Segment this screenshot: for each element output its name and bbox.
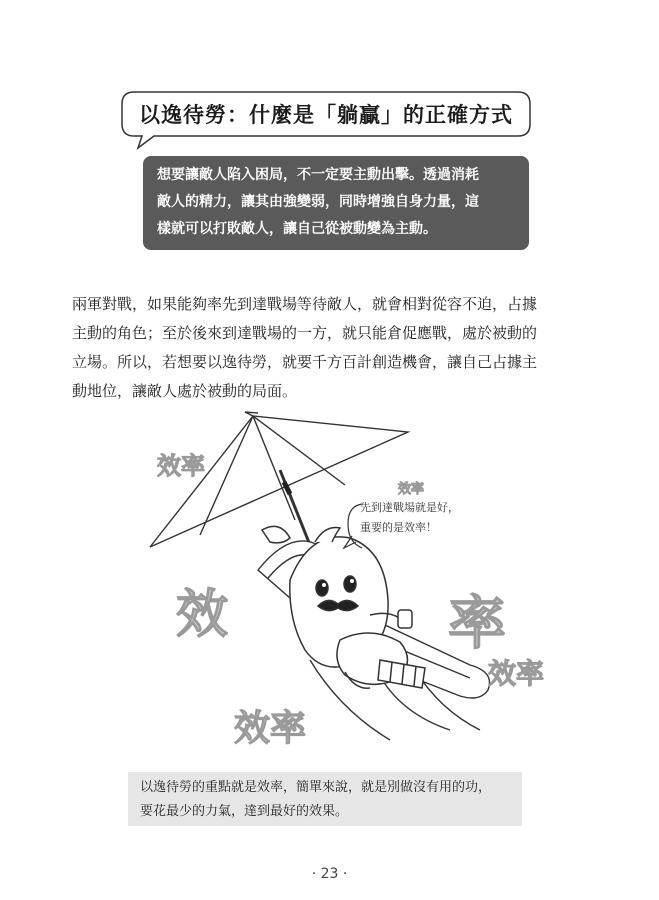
page-title: 以逸待勞：什麼是「躺贏」的正確方式	[139, 103, 513, 127]
caption-box	[128, 772, 522, 826]
efficiency-word: 率	[448, 589, 507, 657]
summary-line: 想要讓敵人陷入困局，不一定要主動出擊。透過消耗	[157, 167, 479, 183]
caption-line: 以逸待勞的重點就是效率，簡單來說，就是別做沒有用的功，	[140, 780, 492, 795]
page-number: · 23 ·	[311, 866, 348, 882]
summary-line: 敵人的精力，讓其由強變弱，同時增強自身力量，這	[157, 194, 479, 210]
efficiency-word: 效率	[398, 482, 425, 497]
summary-box	[143, 156, 529, 250]
title-bubble	[120, 90, 532, 138]
efficiency-word: 效率	[488, 657, 545, 690]
efficiency-word: 效率	[157, 452, 205, 480]
summary-line: 樣就可以打敗敵人，讓自己從被動變為主動。	[157, 221, 437, 237]
efficiency-word: 效	[176, 585, 229, 645]
speech-bubble-bracket-icon	[342, 502, 366, 552]
speech-line: 先到達戰場就是好，	[360, 501, 459, 514]
body-line: 兩軍對戰，如果能夠率先到達戰場等待敵人，就會相對從容不迫，占據	[72, 295, 538, 313]
body-line: 主動的角色；至於後來到達戰場的一方，就只能倉促應戰，處於被動的	[72, 324, 538, 342]
speech-bubble	[360, 498, 510, 558]
caption-line: 要花最少的力氣，達到最好的效果。	[140, 804, 349, 819]
efficiency-word: 效率	[234, 708, 307, 749]
body-line: 立場。所以，若想要以逸待勞，就要千方百計創造機會，讓自己占據主	[72, 353, 538, 371]
body-line: 動地位，讓敵人處於被動的局面。	[72, 382, 298, 400]
body-paragraph	[72, 290, 592, 406]
speech-line: 重要的是效率！	[360, 521, 437, 534]
